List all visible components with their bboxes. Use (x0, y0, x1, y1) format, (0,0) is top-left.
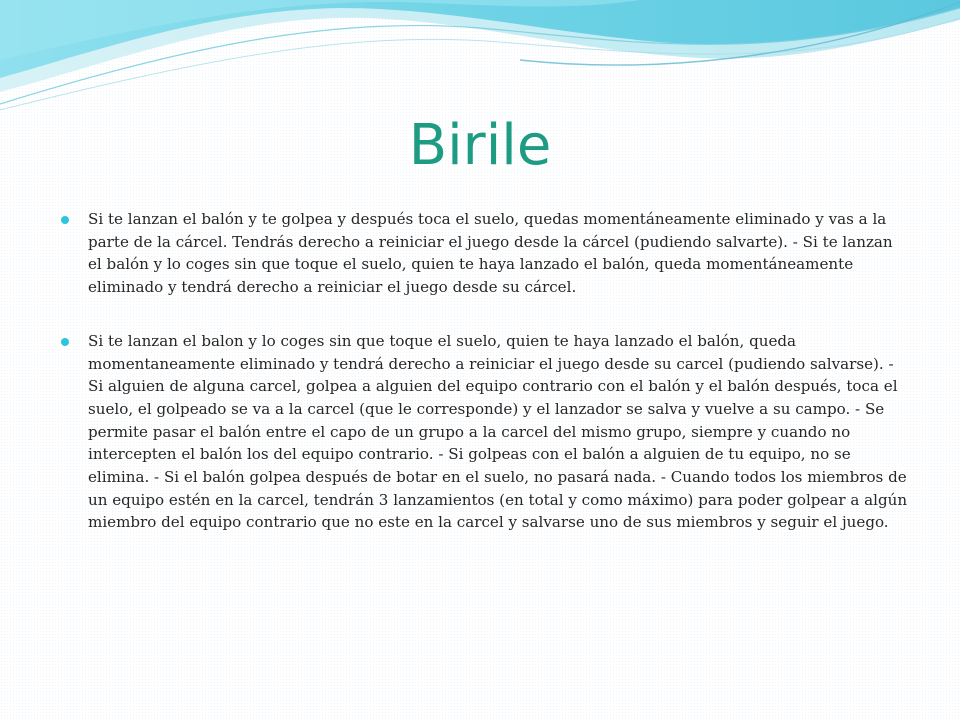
bullet-list (61, 208, 909, 565)
bullet-item (61, 330, 909, 534)
header-wave-decoration (0, 0, 960, 130)
slide-title: Birile (408, 113, 552, 178)
bullet-dot-icon (61, 216, 69, 224)
bullet-text: Si te lanzan el balon y lo coges sin que toque el suelo, quien te haya lanzado el balón, queda momentaneamente eliminado y tendrá derecho a reiniciar el juego desde su carcel (pudiendo salvarse). - Si alguien de alguna carcel, golpea a alguien del equipo contrario con el balón y el balón después, toca el suelo, el golpeado se va a la carcel (que le corresponde) y el lanzador se salva y vuelve a su campo. - Se permite pasar el balón entre el capo de un grupo a la carcel del mismo grupo, siempre y cuando no intercepten el balón los del equipo contrario. - Si golpeas con el balón a alguien de tu equipo, no se elimina. - Si el balón golpea después de botar en el suelo, no pasará nada. - Cuando todos los miembros de un equipo estén en la carcel, tendrán 3 lanzamientos (en total y como máximo) para poder golpear a algún miembro del equipo contrario que no este en la carcel y salvarse uno de sus miembros y seguir el juego. (88, 331, 908, 532)
bullet-text: Si te lanzan el balón y te golpea y después toca el suelo, quedas momentáneamente eliminado y vas a la parte de la cárcel. Tendrás derecho a reiniciar el juego desde la cárcel (pudiendo salvarte). - Si te lanzan el balón y lo coges sin que toque el suelo, quien te haya lanzado el balón, queda momentáneamente eliminado y tendrá derecho a reiniciar el juego desde su cárcel. (88, 210, 893, 297)
bullet-dot-icon (61, 338, 69, 346)
bullet-item (61, 208, 909, 299)
